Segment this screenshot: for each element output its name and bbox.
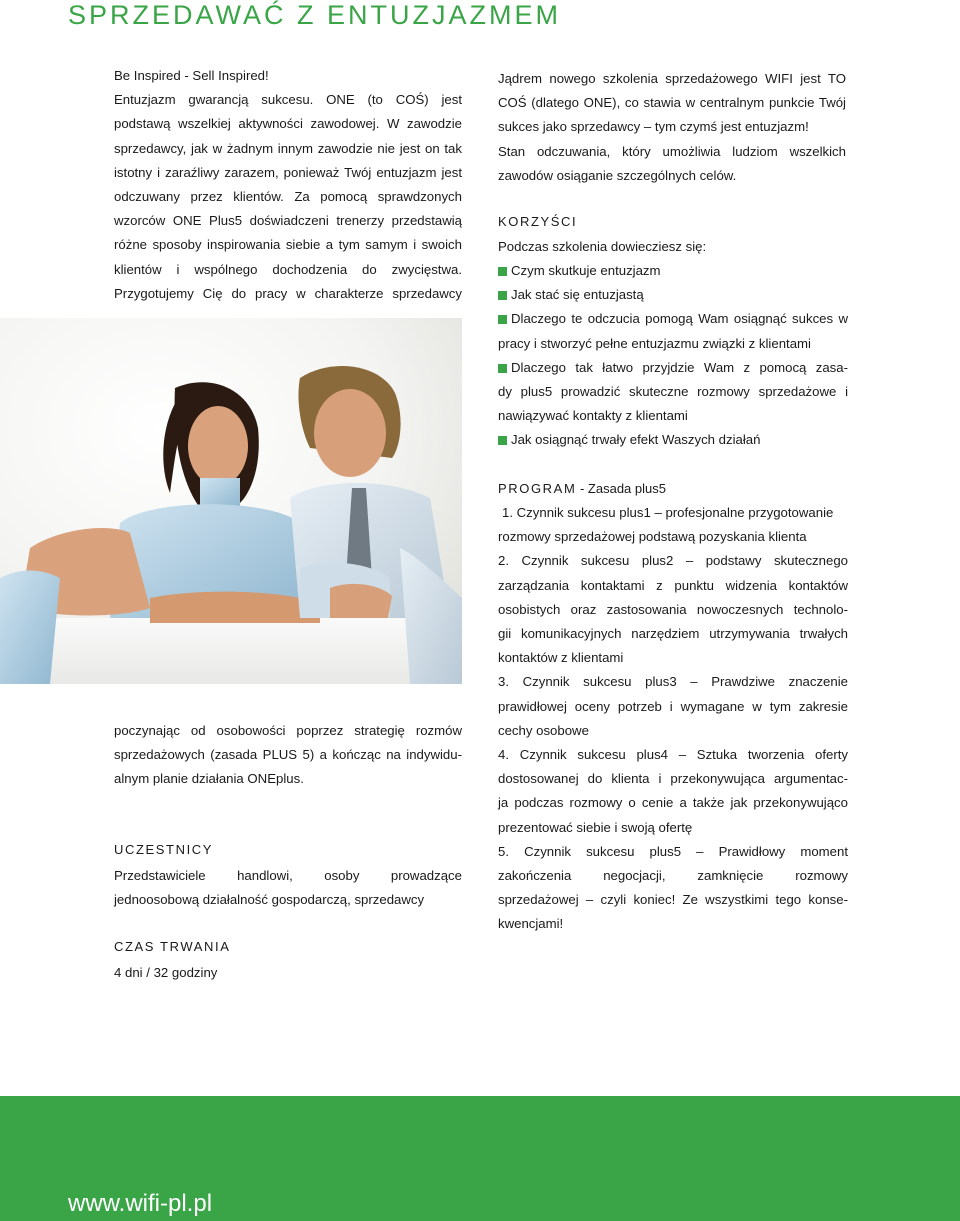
program-heading-label: PROGRAM — [498, 481, 577, 496]
core-line: Jądrem nowego szkolenia sprzedażowego WIFI jest TO — [498, 71, 846, 86]
duration-value: 4 dni / 32 godziny — [114, 965, 218, 980]
square-bullet-icon — [498, 291, 507, 300]
square-bullet-icon — [498, 267, 507, 276]
program-line: 5. Czynnik sukcesu plus5 – Prawidłowy moment — [498, 843, 848, 859]
intro-line: sprzedawcy, jak w żadnym innym zawodzie nie jest on tak — [114, 140, 462, 156]
benefits-list — [498, 259, 848, 453]
list-item — [498, 428, 848, 452]
program-line: sprzedażowej – czyli koniec! Ze wszystkimi tego konse- — [498, 892, 848, 908]
program-line: osobistych oraz zastosowania nowoczesnych technolo- — [498, 601, 848, 617]
core-line: sukces jako sprzedawcy – tym czymś jest entuzjazm! — [498, 119, 809, 135]
participants-heading: UCZESTNICY — [114, 842, 214, 857]
list-item — [498, 259, 848, 283]
square-bullet-icon — [498, 364, 507, 373]
intro-line: odczuwany przez klientów. Za pomocą sprawdzonych — [114, 189, 462, 205]
program-list — [498, 501, 848, 937]
program-line: kontaktów z klientami — [498, 650, 624, 666]
intro-line: klientów i wspólnego dochodzenia do zwycięstwa. — [114, 261, 462, 277]
intro-line: podstawą wszelkiej aktywności zawodowej. W zawodzie — [114, 116, 462, 132]
list-item — [498, 670, 848, 743]
program-line: prezentować siebie i swoją ofertę — [498, 819, 693, 835]
benefit-line: pracy i stworzyć pełne entuzjazmu związki z klientami — [498, 335, 811, 351]
program-heading — [498, 481, 666, 496]
intro-line: istotny i zaraźliwy zarazem, ponieważ Twój entuzjazm jest — [114, 164, 462, 180]
program-line: 2. Czynnik sukcesu plus2 – podstawy skutecznego — [498, 553, 848, 569]
benefit-line — [498, 259, 848, 283]
participants-line: jednoosobową działalność gospodarczą, sprzedawcy — [114, 892, 425, 908]
intro-line: Entuzjazm gwarancją sukcesu. ONE (to COŚ) jest — [114, 92, 462, 108]
core-line: COŚ (dlatego ONE), co stawia w centralnym punkcie Twój — [498, 95, 846, 111]
program-line: gii komunikacyjnych narzędziem utrzymywania trwałych — [498, 626, 848, 642]
program-line: rozmowy sprzedażowej podstawą pozyskania klienta — [498, 529, 807, 545]
intro-line: różne sposoby inspirowania siebie a tym samym i swoich — [114, 237, 462, 253]
list-item — [498, 840, 848, 937]
intro-continuation — [114, 719, 462, 792]
benefit-text: Dlaczego te odczucia pomogą Wam osiągnąć sukces w — [511, 311, 848, 327]
program-line: 3. Czynnik sukcesu plus3 – Prawdziwe znaczenie — [498, 674, 848, 690]
benefit-line — [498, 283, 848, 307]
program-heading-suffix: - Zasada plus5 — [576, 481, 666, 496]
program-line: 1. Czynnik sukcesu plus1 – profesjonalne przygotowanie — [502, 505, 834, 520]
page-title: SPRZEDAWAĆ Z ENTUZJAZMEM — [68, 0, 561, 30]
intro-line: Be Inspired - Sell Inspired! — [114, 68, 269, 83]
benefit-line — [498, 356, 848, 380]
intro-paragraph — [114, 64, 462, 306]
list-item — [498, 356, 848, 429]
intro-line: alnym planie działania ONEplus. — [114, 771, 304, 787]
list-item — [498, 283, 848, 307]
program-line: zakończenia negocjacji, zamknięcie rozmowy — [498, 868, 848, 884]
program-line: ja podczas rozmowy o cenie a także jak przekonywująco — [498, 795, 848, 811]
list-item — [498, 743, 848, 840]
benefit-line — [498, 307, 848, 331]
duration-heading: CZAS TRWANIA — [114, 939, 231, 954]
benefit-line: dy plus5 prowadzić skuteczne rozmowy sprzedażowe i — [498, 384, 848, 400]
list-item — [498, 501, 848, 549]
intro-line: poczynając od osobowości poprzez strategię rozmów — [114, 723, 462, 738]
program-line: kwencjami! — [498, 916, 564, 932]
benefit-text: Jak osiągnąć trwały efekt Waszych działań — [511, 432, 761, 448]
program-line: dostosowanej do klienta i przekonywująca argumentac- — [498, 771, 848, 787]
square-bullet-icon — [498, 315, 507, 324]
benefit-text: Dlaczego tak łatwo przyjdzie Wam z pomocą zasa- — [511, 359, 848, 375]
intro-line: wzorców ONE Plus5 doświadczeni trenerzy przedstawią — [114, 213, 462, 229]
list-item — [498, 549, 848, 670]
benefit-line — [498, 428, 848, 452]
program-line: zarządzania kontaktami z punktu widzenia kontaktów — [498, 577, 848, 593]
program-line: 4. Czynnik sukcesu plus4 – Sztuka tworzenia oferty — [498, 747, 848, 763]
benefits-intro-line: Podczas szkolenia dowiecziesz się: — [498, 239, 707, 254]
footer-url[interactable]: www.wifi-pl.pl — [68, 1190, 213, 1217]
participants-text — [114, 864, 462, 912]
duration-text — [114, 961, 462, 985]
intro-line: sprzedażowych (zasada PLUS 5) a kończąc na indywidu- — [114, 747, 462, 763]
intro-line: Przygotujemy Cię do pracy w charakterze sprzedawcy — [114, 285, 462, 301]
core-line: Stan odczuwania, który umożliwia ludziom wszelkich — [498, 143, 846, 159]
program-line: prawidłowej oceny potrzeb i wymagane w tym zakresie — [498, 698, 848, 714]
benefit-text: Czym skutkuje entuzjazm — [511, 263, 661, 278]
benefit-text: Jak stać się entuzjastą — [511, 287, 644, 303]
benefit-line: nawiązywać kontakty z klientami — [498, 408, 688, 424]
program-line: cechy osobowe — [498, 722, 589, 738]
core-paragraph — [498, 67, 846, 188]
benefits-intro — [498, 235, 846, 259]
people-photo — [0, 318, 462, 684]
participants-line: Przedstawiciele handlowi, osoby prowadzące — [114, 868, 462, 883]
square-bullet-icon — [498, 436, 507, 445]
list-item — [498, 307, 848, 355]
core-line: zawodów osiąganie szczególnych celów. — [498, 167, 737, 183]
benefits-heading: KORZYŚCI — [498, 214, 578, 229]
